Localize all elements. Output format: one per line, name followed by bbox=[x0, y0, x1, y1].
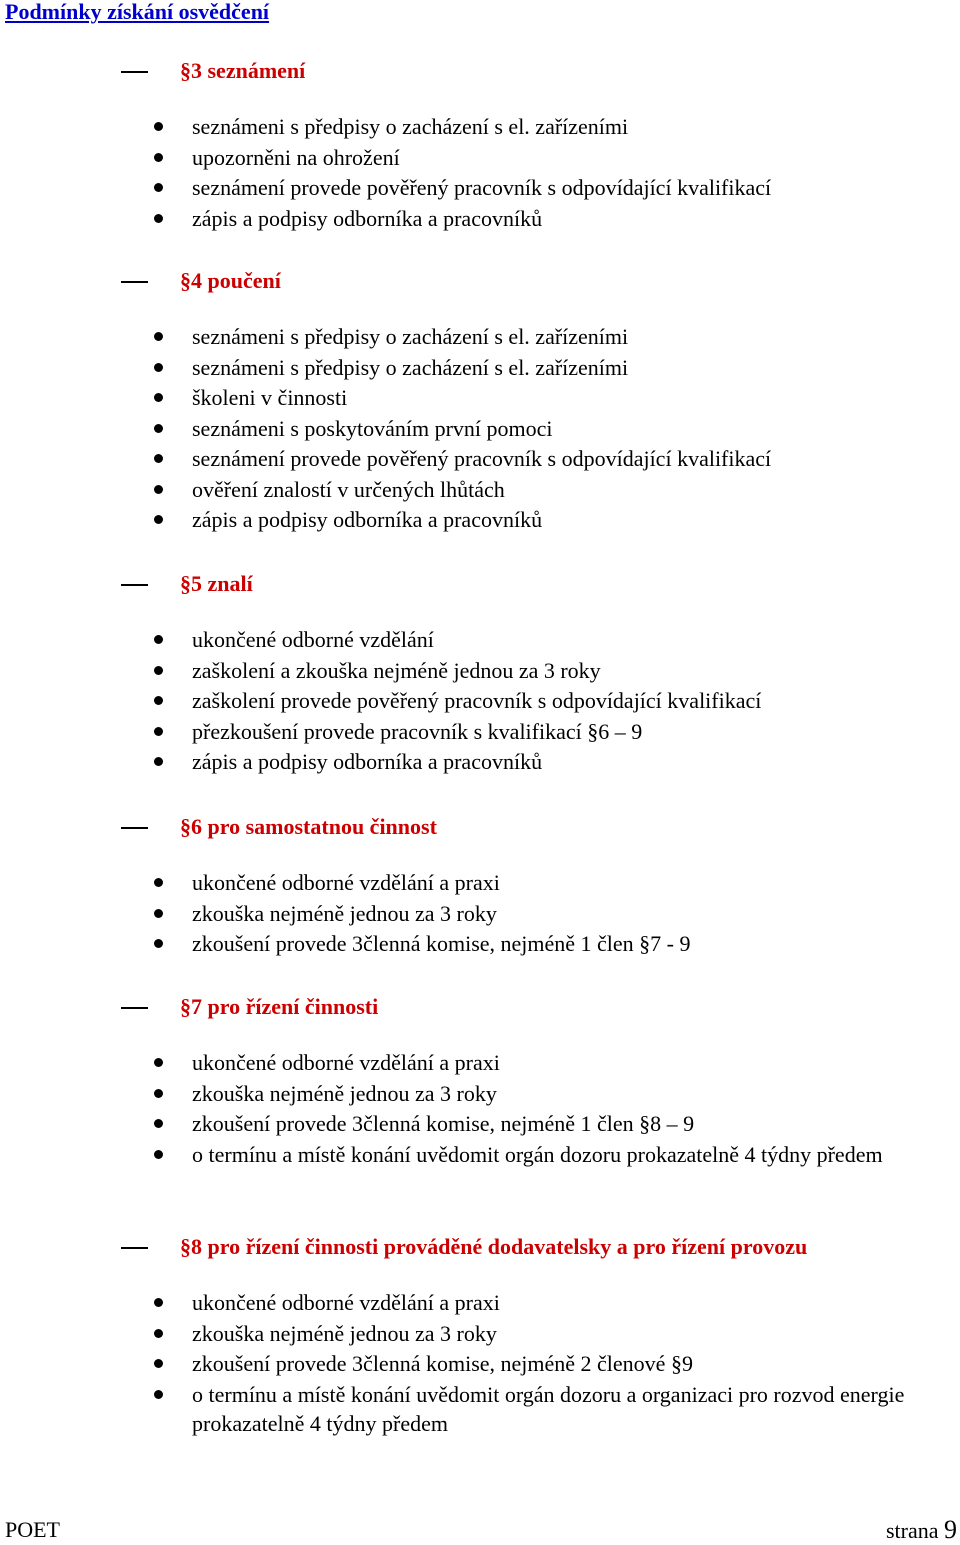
dash-marker bbox=[121, 584, 148, 586]
bullet-icon bbox=[154, 939, 163, 948]
list-item bbox=[0, 686, 960, 715]
section-list bbox=[0, 625, 960, 776]
bullet-icon bbox=[154, 757, 163, 766]
section-6 bbox=[0, 812, 960, 960]
list-item bbox=[0, 1140, 960, 1169]
list-item bbox=[0, 656, 960, 685]
page-number: 9 bbox=[944, 1515, 957, 1544]
section-list bbox=[0, 1288, 960, 1438]
section-list bbox=[0, 868, 960, 958]
list-item-text: ukončené odborné vzdělání a praxi bbox=[192, 1050, 500, 1075]
list-item-text: seznámeni s předpisy o zacházení s el. zařízeními bbox=[192, 354, 629, 380]
page-title[interactable]: Podmínky získání osvědčení bbox=[5, 0, 270, 24]
list-item bbox=[0, 383, 960, 412]
list-item bbox=[0, 204, 960, 233]
list-item-text: ukončené odborné vzdělání bbox=[192, 627, 434, 652]
bullet-icon bbox=[154, 1329, 163, 1338]
bullet-icon bbox=[154, 666, 163, 675]
list-item bbox=[0, 868, 960, 897]
list-item-text: seznámení provede pověřený pracovník s odpovídající kvalifikací bbox=[192, 175, 772, 200]
section-header bbox=[0, 1232, 960, 1262]
list-item bbox=[0, 353, 960, 382]
list-item bbox=[0, 899, 960, 928]
section-list bbox=[0, 322, 960, 534]
list-item bbox=[0, 444, 960, 473]
list-item bbox=[0, 747, 960, 776]
list-item bbox=[0, 929, 960, 958]
list-item bbox=[0, 1349, 960, 1378]
list-item bbox=[0, 112, 960, 141]
list-item bbox=[0, 414, 960, 443]
footer-left-label: POET bbox=[5, 1517, 60, 1542]
list-item bbox=[0, 1288, 960, 1317]
bullet-icon bbox=[154, 363, 163, 372]
list-item-text: školeni v činnosti bbox=[192, 385, 348, 410]
section-header bbox=[0, 56, 960, 86]
list-item-text: ověření znalostí v určených lhůtách bbox=[192, 476, 505, 502]
list-item-text: zápis a podpisy odborníka a pracovníků bbox=[192, 749, 543, 774]
bullet-icon bbox=[154, 454, 163, 463]
list-item bbox=[0, 717, 960, 746]
list-item-text: zkouška nejméně jednou za 3 roky bbox=[192, 900, 497, 926]
bullet-icon bbox=[154, 1119, 163, 1128]
bullet-icon bbox=[154, 909, 163, 918]
section-heading: §4 poučení bbox=[180, 268, 281, 293]
page-label: strana bbox=[885, 1518, 939, 1543]
bullet-icon bbox=[154, 1150, 163, 1159]
list-item-text: seznámeni s předpisy o zacházení s el. zařízeními bbox=[192, 324, 629, 349]
section-heading: §8 pro řízení činnosti prováděné dodavatelsky a pro řízení provozu bbox=[180, 1234, 808, 1259]
list-item bbox=[0, 322, 960, 351]
bullet-icon bbox=[154, 332, 163, 341]
dash-marker bbox=[121, 1247, 148, 1249]
section-heading: §7 pro řízení činnosti bbox=[180, 994, 379, 1019]
section-7 bbox=[0, 992, 960, 1170]
dash-marker bbox=[121, 827, 148, 829]
list-item-text: zkouška nejméně jednou za 3 roky bbox=[192, 1320, 497, 1346]
page-indicator bbox=[886, 1516, 957, 1545]
dash-marker bbox=[121, 71, 148, 73]
bullet-icon bbox=[154, 214, 163, 223]
section-5 bbox=[0, 569, 960, 778]
section-8 bbox=[0, 1232, 960, 1439]
list-item-text: o termínu a místě konání uvědomit orgán dozoru a organizaci pro rozvod energie prokazatelně 4 týdny předem bbox=[192, 1381, 905, 1436]
bullet-icon bbox=[154, 1298, 163, 1307]
list-item-text: ukončené odborné vzdělání a praxi bbox=[192, 1290, 500, 1315]
list-item bbox=[0, 1109, 960, 1138]
list-item bbox=[0, 475, 960, 504]
list-item-text: zaškolení a zkouška nejméně jednou za 3 roky bbox=[192, 657, 601, 683]
section-heading: §3 seznámení bbox=[180, 58, 306, 83]
section-header bbox=[0, 266, 960, 296]
list-item bbox=[0, 143, 960, 172]
list-item-text: seznámeni s poskytováním první pomoci bbox=[192, 415, 553, 441]
list-item-text: seznámeni s předpisy o zacházení s el. zařízeními bbox=[192, 114, 629, 139]
list-item-text: zaškolení provede pověřený pracovník s odpovídající kvalifikací bbox=[192, 688, 762, 713]
bullet-icon bbox=[154, 635, 163, 644]
dash-marker bbox=[121, 1007, 148, 1009]
bullet-icon bbox=[154, 183, 163, 192]
section-header bbox=[0, 992, 960, 1022]
bullet-icon bbox=[154, 122, 163, 131]
bullet-icon bbox=[154, 485, 163, 494]
list-item-text: ukončené odborné vzdělání a praxi bbox=[192, 870, 500, 895]
section-3 bbox=[0, 56, 960, 234]
list-item bbox=[0, 1319, 960, 1348]
section-heading: §6 pro samostatnou činnost bbox=[180, 814, 437, 839]
list-item-text: zkoušení provede 3členná komise, nejméně 1 člen §8 – 9 bbox=[192, 1111, 695, 1136]
list-item bbox=[0, 1048, 960, 1077]
section-list bbox=[0, 112, 960, 233]
dash-marker bbox=[121, 281, 148, 283]
bullet-icon bbox=[154, 153, 163, 162]
list-item-text: zkoušení provede 3členná komise, nejméně 2 členové §9 bbox=[192, 1351, 693, 1376]
bullet-icon bbox=[154, 878, 163, 887]
bullet-icon bbox=[154, 696, 163, 705]
section-header bbox=[0, 812, 960, 842]
bullet-icon bbox=[154, 1390, 163, 1399]
list-item-text: o termínu a místě konání uvědomit orgán dozoru prokazatelně 4 týdny předem bbox=[192, 1141, 883, 1167]
section-header bbox=[0, 569, 960, 599]
section-list bbox=[0, 1048, 960, 1169]
bullet-icon bbox=[154, 1089, 163, 1098]
bullet-icon bbox=[154, 424, 163, 433]
list-item-text: zápis a podpisy odborníka a pracovníků bbox=[192, 205, 543, 231]
bullet-icon bbox=[154, 1058, 163, 1067]
list-item-text: zápis a podpisy odborníka a pracovníků bbox=[192, 507, 543, 532]
bullet-icon bbox=[154, 515, 163, 524]
list-item-text: přezkoušení provede pracovník s kvalifikací §6 – 9 bbox=[192, 718, 643, 744]
list-item-text: upozorněni na ohrožení bbox=[192, 144, 400, 170]
bullet-icon bbox=[154, 393, 163, 402]
list-item bbox=[0, 1380, 960, 1438]
bullet-icon bbox=[154, 727, 163, 736]
list-item-text: zkouška nejméně jednou za 3 roky bbox=[192, 1080, 497, 1106]
section-4 bbox=[0, 266, 960, 536]
list-item bbox=[0, 625, 960, 654]
section-heading: §5 znalí bbox=[180, 571, 253, 596]
list-item bbox=[0, 1079, 960, 1108]
bullet-icon bbox=[154, 1359, 163, 1368]
list-item bbox=[0, 173, 960, 202]
list-item bbox=[0, 505, 960, 534]
list-item-text: seznámení provede pověřený pracovník s odpovídající kvalifikací bbox=[192, 446, 772, 471]
list-item-text: zkoušení provede 3členná komise, nejméně 1 člen §7 - 9 bbox=[192, 931, 691, 956]
